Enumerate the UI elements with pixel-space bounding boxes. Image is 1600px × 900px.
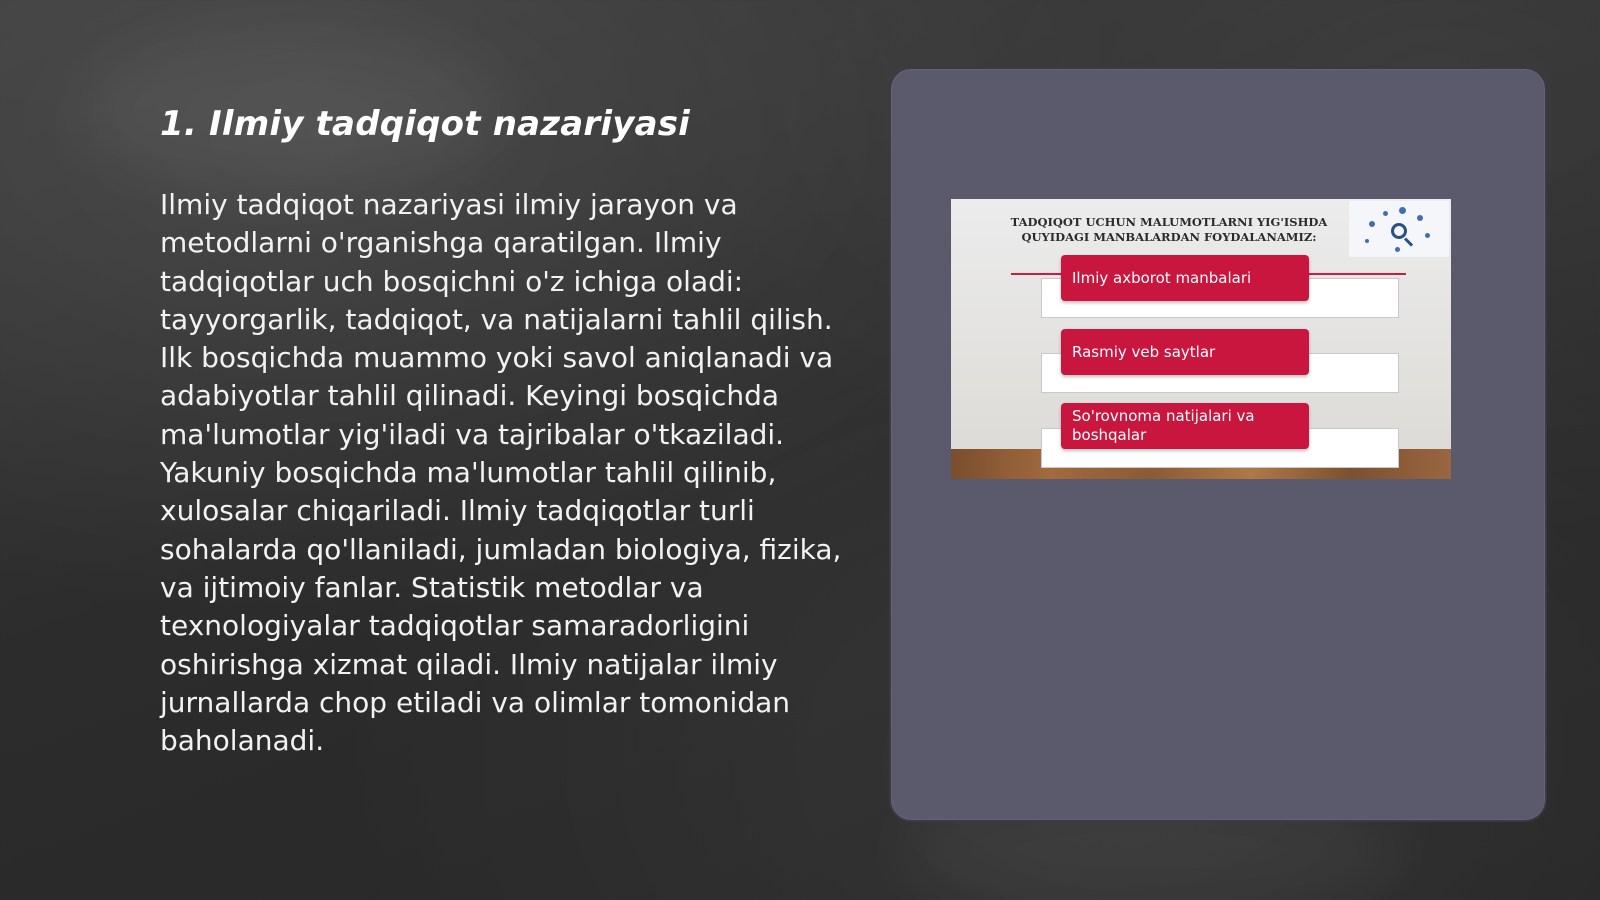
source-item-3: So'rovnoma natijalari va boshqalar — [1061, 403, 1309, 449]
source-item-2: Rasmiy veb saytlar — [1061, 329, 1309, 375]
magnifier-network-icon — [1349, 201, 1449, 257]
image-panel — [889, 67, 1547, 822]
source-item-1: Ilmiy axborot manbalari — [1061, 255, 1309, 301]
slide-title: 1. Ilmiy tadqiqot nazariyasi — [160, 104, 691, 144]
slide-body-text: Ilmiy tadqiqot nazariyasi ilmiy jarayon va metodlarni o'rganishga qaratilgan. Ilmiy tadqiqotlar uch bosqichni o'z ichiga oladi: tayyorgarlik, tadqiqot, va natijalarni tahlil qilish. Ilk bosqichda muammo yoki savol aniqlanadi va adabiyotlar tahlil qilinadi. Keyingi bosqichda ma'lumotlar yig'iladi va tajribalar o'tkaziladi. Yakuniy bosqichda ma'lumotlar tahlil qilinib, xulosalar chiqariladi. Ilmiy tadqiqotlar turli sohalarda qo'llaniladi, jumladan biologiya, fizika, va ijtimoiy fanlar. Statistik metodlar va texnologiyalar tadqiqotlar samaradorligini oshirishga xizmat qiladi. Ilmiy natijalar ilmiy jurnallarda chop etiladi va olimlar tomonidan baholanadi. — [160, 188, 842, 758]
embedded-slide-image — [951, 199, 1451, 479]
embedded-heading: TADQIQOT UCHUN MALUMOTLARNI YIG'ISHDA QUYIDAGI MANBALARDAN FOYDALANAMIZ: — [1010, 215, 1328, 244]
